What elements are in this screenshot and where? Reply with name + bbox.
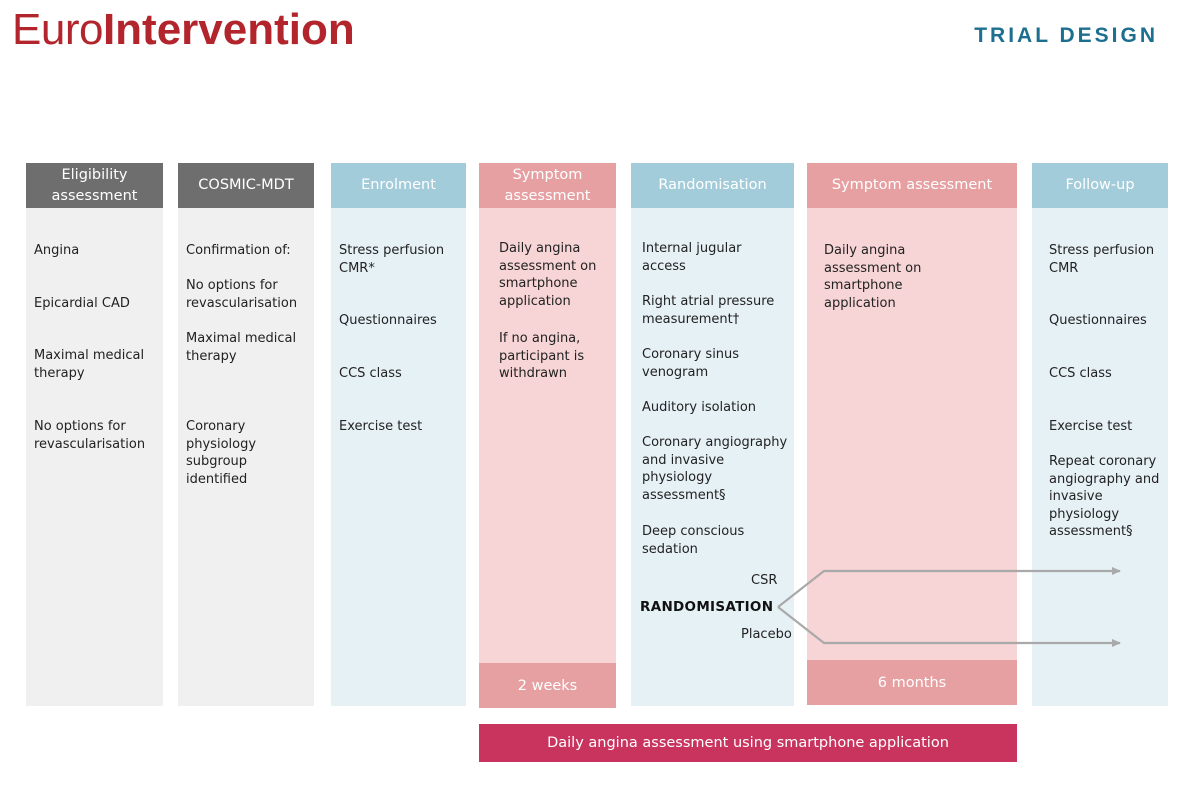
- column-header-eligibility: Eligibility assessment: [26, 163, 163, 208]
- symptom1-item: If no angina, participant is withdrawn: [499, 331, 585, 382]
- journal-logo: [12, 5, 355, 54]
- column-header-randomisation: Randomisation: [631, 163, 794, 208]
- randomisation-item: Coronary sinus venogram: [642, 347, 740, 380]
- followup-item: Exercise test: [1049, 419, 1133, 434]
- column-follow-up: [1032, 163, 1168, 706]
- eligibility-item: Angina: [34, 243, 80, 258]
- column-symptom-assessment-1: [479, 163, 616, 708]
- followup-item: CCS class: [1049, 366, 1112, 381]
- column-header-symptom-2: Symptom assessment: [807, 163, 1017, 208]
- column-body-enrolment: [331, 208, 466, 706]
- column-body-follow-up: [1032, 208, 1168, 706]
- followup-item: Questionnaires: [1049, 313, 1147, 328]
- column-enrolment: [331, 163, 466, 706]
- enrolment-item: Exercise test: [339, 419, 423, 434]
- symptom2-item: Daily angina assessment on smartphone application: [824, 243, 922, 311]
- followup-item: Stress perfusion CMR: [1049, 243, 1155, 276]
- column-body-symptom-1: [479, 208, 616, 708]
- column-header-follow-up: Follow-up: [1032, 163, 1168, 208]
- enrolment-item: CCS class: [339, 366, 402, 381]
- duration-2-weeks: 2 weeks: [479, 663, 616, 708]
- randomisation-item: Right atrial pressure measurement†: [642, 294, 775, 327]
- cosmic-item: Maximal medical therapy: [186, 331, 297, 364]
- enrolment-item: Stress perfusion CMR*: [339, 243, 445, 276]
- column-body-symptom-2: [807, 208, 1017, 705]
- cosmic-item: Coronary physiology subgroup identified: [186, 419, 257, 487]
- randomisation-item: Coronary angiography and invasive physiology assessment§: [642, 435, 788, 503]
- cosmic-item: Confirmation of:: [186, 243, 291, 258]
- followup-item: Repeat coronary angiography and invasive physiology assessment§: [1049, 454, 1160, 540]
- randomisation-item: Internal jugular access: [642, 241, 742, 274]
- column-header-enrolment: Enrolment: [331, 163, 466, 208]
- eligibility-item: No options for revascularisation: [34, 419, 146, 452]
- column-body-cosmic-mdt: [178, 208, 314, 706]
- column-randomisation: [631, 163, 794, 706]
- logo-part2: Intervention: [102, 5, 355, 54]
- column-cosmic-mdt: [178, 163, 314, 706]
- column-symptom-assessment-2: [807, 163, 1017, 705]
- symptom1-item: Daily angina assessment on smartphone application: [499, 241, 597, 309]
- randomisation-label: RANDOMISATION: [640, 599, 774, 615]
- column-header-symptom-1: Symptom assessment: [479, 163, 616, 208]
- document-type-label: TRIAL DESIGN: [974, 24, 1158, 47]
- column-eligibility: [26, 163, 163, 706]
- cosmic-item: No options for revascularisation: [186, 278, 298, 311]
- column-header-cosmic-mdt: COSMIC-MDT: [178, 163, 314, 208]
- randomisation-item: Deep conscious sedation: [642, 524, 745, 557]
- eligibility-item: Maximal medical therapy: [34, 348, 145, 381]
- enrolment-item: Questionnaires: [339, 313, 437, 328]
- logo-part1: Euro: [12, 5, 103, 54]
- randomisation-item: Auditory isolation: [642, 400, 757, 415]
- arm-csr-label: CSR: [751, 573, 778, 588]
- arm-placebo-label: Placebo: [741, 627, 792, 642]
- duration-6-months: 6 months: [807, 660, 1017, 705]
- daily-assessment-bar: Daily angina assessment using smartphone application: [479, 724, 1017, 762]
- eligibility-item: Epicardial CAD: [34, 296, 130, 311]
- column-body-eligibility: [26, 208, 163, 706]
